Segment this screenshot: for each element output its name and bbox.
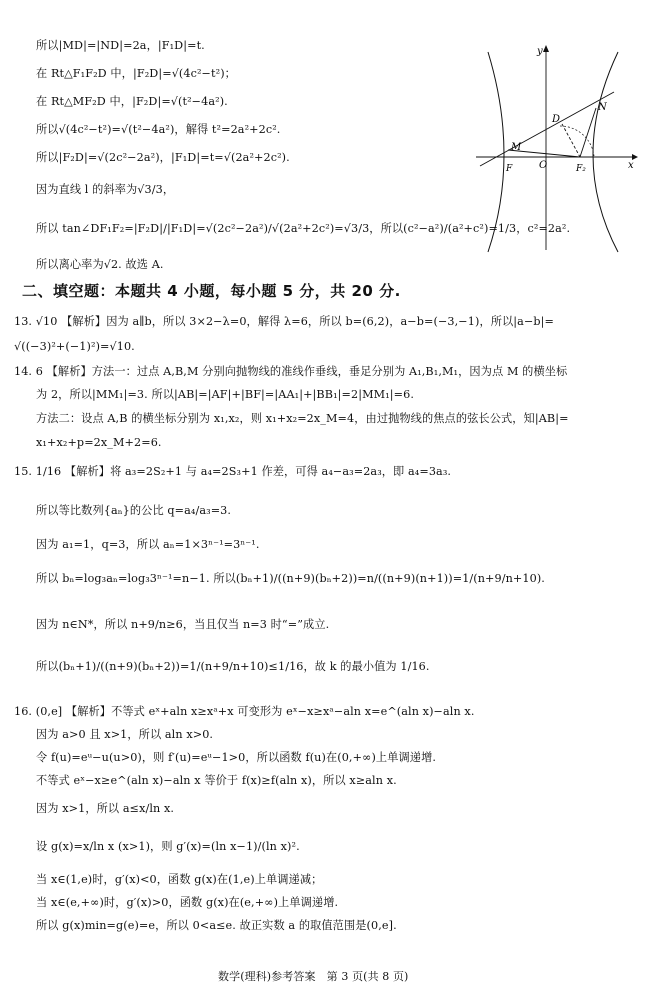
q14-line: 为 2，所以|MM₁|=3. 所以|AB|=|AF|+|BF|=|AA₁|+|BB₁|=2|MM₁|=6.	[36, 388, 414, 401]
hyperbola-figure	[474, 40, 640, 255]
q14-line: 方法二：设点 A,B 的横坐标分别为 x₁,x₂，则 x₁+x₂=2x_M=4，由过抛物线的焦点的弦长公式，知|AB|=	[36, 412, 569, 425]
solution-line: 因为直线 l 的斜率为√3/3，	[36, 183, 175, 196]
q16-line: 因为 x>1，所以 a≤x/ln x.	[36, 802, 175, 815]
q16-line: 当 x∈(e,+∞)时，g′(x)>0，函数 g(x)在(e,+∞)上单调递增.	[36, 896, 339, 909]
solution-line: 所以√(4c²−t²)=√(t²−4a²)，解得 t²=2a²+2c².	[36, 123, 281, 136]
page-footer: 数学(理科)参考答案 第 3 页(共 8 页)	[218, 970, 409, 983]
label-f1: F	[506, 164, 513, 174]
q16-line: 令 f(u)=eᵘ−u(u>0)，则 f′(u)=eᵘ−1>0，所以函数 f(u)在(0,+∞)上单调递增.	[36, 751, 437, 764]
solution-line: 在 Rt△F₁F₂D 中，|F₂D|=√(4c²−t²)；	[36, 67, 236, 80]
segment-df2-dashed	[562, 124, 580, 157]
q16-line: 16. (0,e] 【解析】不等式 eˣ+aln x≥xᵃ+x 可变形为 eˣ−x≥xᵃ−aln x=e^(aln x)−aln x.	[14, 705, 475, 718]
y-axis-arrow	[543, 45, 549, 52]
hyperbola-left-branch	[488, 52, 504, 252]
q16-line: 因为 a>0 且 x>1，所以 aln x>0.	[36, 728, 214, 741]
q13-line: √((−3)²+(−1)²)=√10.	[14, 340, 135, 353]
solution-line: 所以离心率为√2. 故选 A.	[36, 258, 164, 271]
segment-nf2	[580, 108, 596, 157]
label-n: N	[598, 102, 607, 113]
q16-line: 设 g(x)=x/ln x (x>1)，则 g′(x)=(ln x−1)/(ln x)².	[36, 840, 300, 853]
q14-line: 14. 6 【解析】方法一：过点 A,B,M 分别向抛物线的准线作垂线，垂足分别为 A₁,B₁,M₁，因为点 M 的横坐标	[14, 365, 568, 378]
label-m: M	[511, 142, 522, 153]
q15-line: 因为 n∈N*，所以 n+9/n≥6，当且仅当 n=3 时“=”成立.	[36, 618, 330, 631]
section-title: 二、填空题：本题共 4 小题，每小题 5 分，共 20 分.	[22, 282, 401, 300]
q15-line: 所以 bₙ=log₃aₙ=log₃3ⁿ⁻¹=n−1. 所以(bₙ+1)/((n+9)(bₙ+2))=n/((n+9)(n+1))=1/(n+9/n+10).	[36, 572, 545, 585]
label-x: x	[628, 160, 634, 171]
label-y: y	[537, 46, 543, 57]
q14-line: x₁+x₂+p=2x_M+2=6.	[36, 436, 162, 449]
hyperbola-right-branch	[593, 52, 618, 252]
q16-line: 不等式 eˣ−x≥e^(aln x)−aln x 等价于 f(x)≥f(aln x)，所以 x≥aln x.	[36, 774, 397, 787]
q16-line: 当 x∈(1,e)时，g′(x)<0，函数 g(x)在(1,e)上单调递减；	[36, 873, 323, 886]
solution-line: 所以|F₂D|=√(2c²−2a²)，|F₁D|=t=√(2a²+2c²).	[36, 151, 290, 164]
label-d: D	[552, 114, 561, 125]
q15-line: 所以(bₙ+1)/((n+9)(bₙ+2))=1/(n+9/n+10)≤1/16，故 k 的最小值为 1/16.	[36, 660, 430, 673]
solution-line: 所以|MD|=|ND|=2a，|F₁D|=t.	[36, 39, 205, 52]
solution-line: 所以 tan∠DF₁F₂=|F₂D|/|F₁D|=√(2c²−2a²)/√(2a²+2c²)=√3/3，所以(c²−a²)/(a²+c²)=1/3，c²=2a².	[36, 222, 571, 235]
q15-line: 因为 a₁=1，q=3，所以 aₙ=1×3ⁿ⁻¹=3ⁿ⁻¹.	[36, 538, 260, 551]
q16-line: 所以 g(x)min=g(e)=e，所以 0<a≤e. 故正实数 a 的取值范围是(0,e].	[36, 919, 397, 932]
solution-line: 在 Rt△MF₂D 中，|F₂D|=√(t²−4a²).	[36, 95, 228, 108]
q13-line: 13. √10 【解析】因为 a∥b，所以 3×2−λ=0，解得 λ=6，所以 b=(6,2)，a−b=(−3,−1)，所以|a−b|=	[14, 315, 555, 328]
q15-line: 所以等比数列{aₙ}的公比 q=a₄/a₃=3.	[36, 504, 232, 517]
q15-line: 15. 1/16 【解析】将 a₃=2S₂+1 与 a₄=2S₃+1 作差，可得 a₄−a₃=2a₃，即 a₄=3a₃.	[14, 465, 452, 478]
label-o: O	[539, 160, 548, 171]
label-f2: F₂	[576, 164, 586, 174]
